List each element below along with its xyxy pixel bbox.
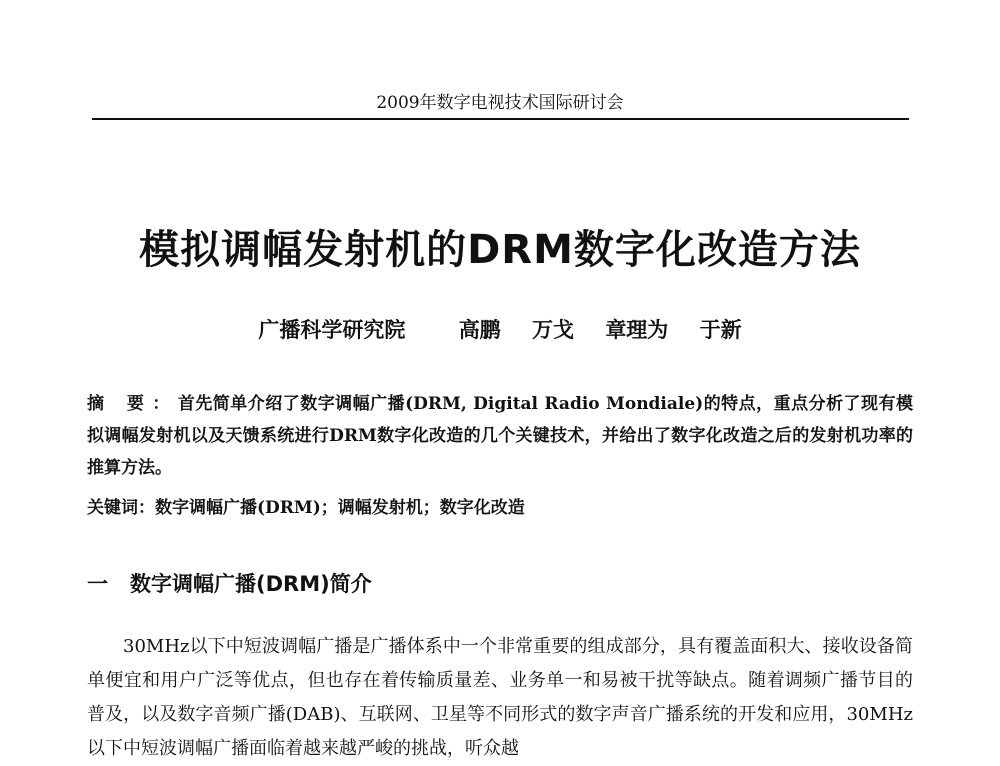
keywords — [87, 492, 913, 524]
author-name: 万戈 — [532, 317, 574, 342]
running-header: 2009年数字电视技术国际研讨会 — [376, 93, 624, 113]
author-name: 章理为 — [605, 317, 669, 342]
abstract-text: 首先简单介绍了数字调幅广播(DRM, Digital Radio Mondiale)的特点，重点分析了现有模拟调幅发射机以及天馈系统进行DRM数字化改造的几个关键技术，并给出了数字化改造之后的发射机功率的推算方法。 — [87, 394, 913, 478]
header-rule — [92, 118, 909, 120]
body-paragraph: 30MHz以下中短波调幅广播是广播体系中一个非常重要的组成部分，具有覆盖面积大、接收设备简单便宜和用户广泛等优点，但也存在着传输质量差、业务单一和易被干扰等缺点。随着调频广播节目的普及，以及数字音频广播(DAB)、互联网、卫星等不同形式的数字声音广播系统的开发和应用，30MHz以下中短波调幅广播面临着越来越严峻的挑战，听众越 — [87, 636, 913, 759]
author-name: 于新 — [699, 317, 742, 342]
author-name: 高鹏 — [458, 317, 501, 342]
keywords-label: 关键词： — [87, 498, 155, 518]
paper-title: 模拟调幅发射机的DRM数字化改造方法 — [139, 227, 861, 273]
keywords-text: 数字调幅广播(DRM)；调幅发射机；数字化改造 — [155, 498, 525, 518]
abstract — [87, 388, 913, 484]
section-heading — [87, 568, 913, 598]
byline — [0, 314, 1000, 344]
abstract-label: 摘 要： — [87, 394, 178, 414]
section-number: 一 — [87, 572, 108, 596]
institution: 广播科学研究院 — [258, 317, 406, 342]
section-title: 数字调幅广播(DRM)简介 — [130, 572, 372, 596]
